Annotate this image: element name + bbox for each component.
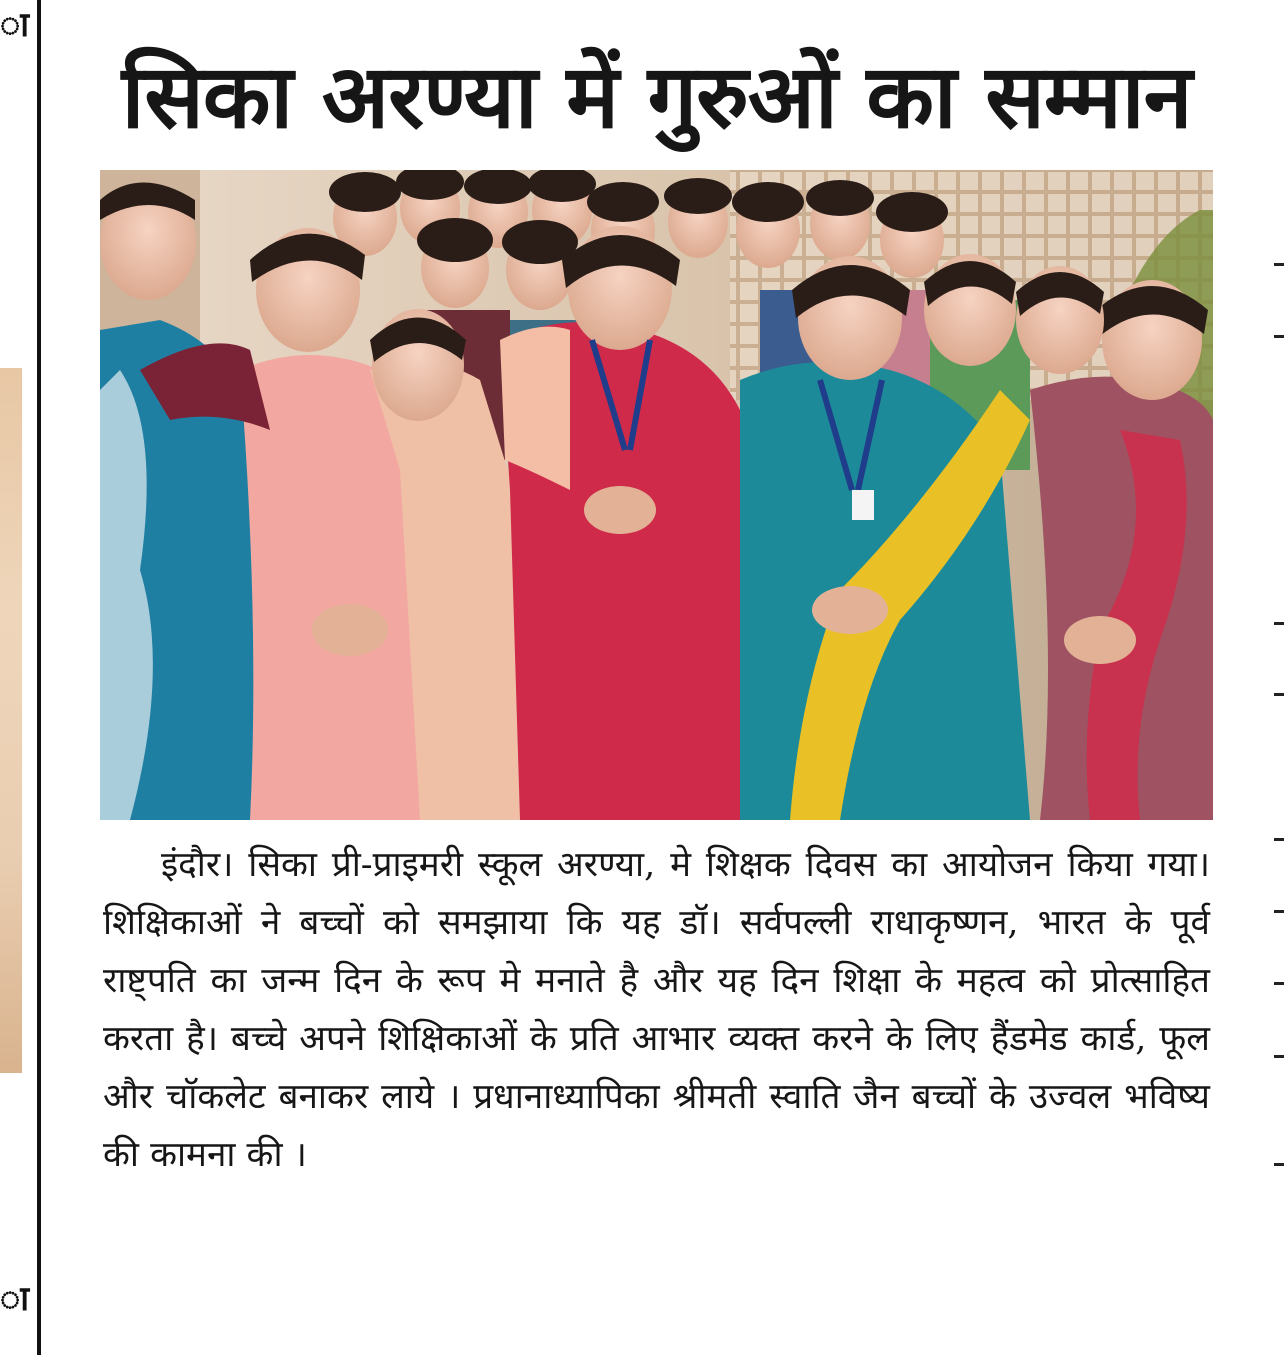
adjacent-column-mark [1274, 838, 1284, 841]
article-body [103, 836, 1210, 1184]
adjacent-column-mark [1274, 982, 1284, 985]
article-line: की कामना की । [103, 1135, 307, 1175]
group-photo [100, 170, 1213, 820]
adjacent-column-mark [1274, 335, 1284, 338]
adjacent-column-fragment: ा [0, 5, 30, 45]
article-line: यह दिन शिक्षा के महत्व को प्रोत्साहित करता है। बच्चे अपने शिक्षिकाओं [103, 961, 1210, 1059]
column-divider [37, 0, 41, 1355]
adjacent-column-mark [1274, 263, 1284, 266]
adjacent-column-mark [1274, 693, 1284, 696]
article-line: किया गया। शिक्षिकाओं ने बच्चों को समझाया कि यह डॉ। सर्वपल्ली [103, 845, 1210, 943]
article-line: राधाकृष्णन, भारत के पूर्व राष्ट्पति का जन्म दिन के रूप मे मनाते है और [103, 903, 1210, 1001]
adjacent-photo-edge [0, 368, 22, 1073]
group-photo-of-teachers-icon [100, 170, 1213, 820]
adjacent-column-mark [1274, 1163, 1284, 1166]
article-line: इंदौर। सिका प्री-प्राइमरी स्कूल अरण्या, मे शिक्षक दिवस का आयोजन [161, 845, 1053, 885]
adjacent-column-mark [1274, 910, 1284, 913]
adjacent-column-mark [1274, 1055, 1284, 1058]
article-line: के प्रति आभार व्यक्त करने के लिए हैंडमेड कार्ड, फूल और चॉकलेट [103, 1019, 1210, 1117]
article-headline: सिका अरण्या में गुरुओं का सम्मान [121, 45, 1192, 148]
adjacent-column-fragment: ा [0, 1279, 30, 1319]
adjacent-column-mark [1274, 622, 1284, 625]
article-line: बनाकर लाये । प्रधानाध्यापिका श्रीमती स्वाति जैन बच्चों के उज्वल भविष्य [278, 1077, 1210, 1117]
